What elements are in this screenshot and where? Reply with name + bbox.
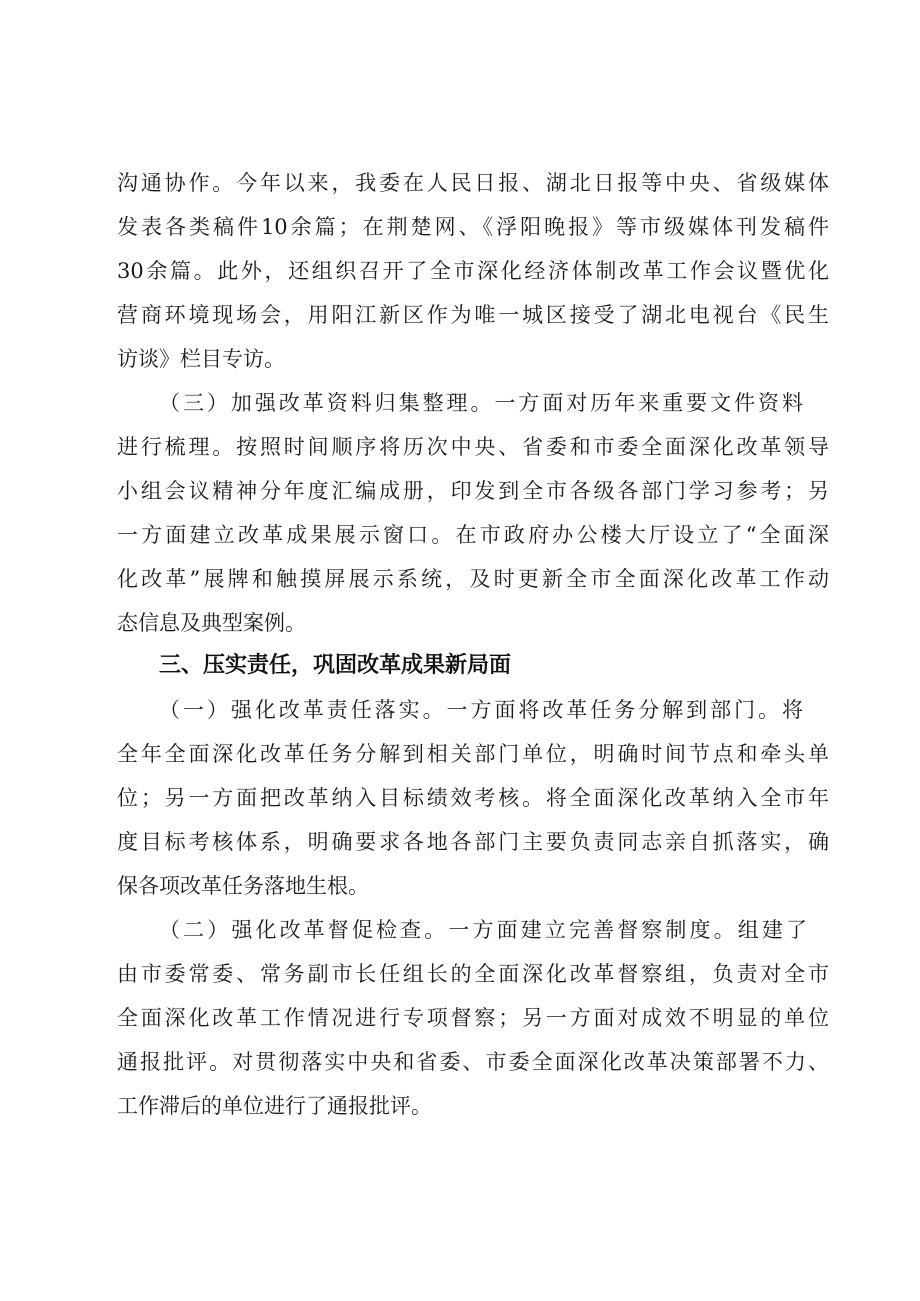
paragraph-line: 全年全面深化改革任务分解到相关部门单位，明确时间节点和牵头单 xyxy=(117,742,829,766)
paragraph-line: 30余篇。此外，还组织召开了全市深化经济体制改革工作会议暨优化 xyxy=(117,259,829,283)
paragraph-line: 化改革”展牌和触摸屏展示系统，及时更新全市全面深化改革工作动 xyxy=(117,567,829,591)
paragraph-line: 态信息及典型案例。 xyxy=(117,611,306,635)
paragraph-line: 发表各类稿件10余篇；在荆楚网、《浮阳晚报》等市级媒体刊发稿件 xyxy=(117,215,829,239)
paragraph-line: 营商环境现场会，用阳江新区作为唯一城区接受了湖北电视台《民生 xyxy=(117,303,829,327)
paragraph-line: （一）强化改革责任落实。一方面将改革任务分解到部门。将 xyxy=(159,698,803,722)
paragraph-line: 保各项改革任务落地生根。 xyxy=(117,874,369,898)
paragraph-line: 度目标考核体系，明确要求各地各部门主要负责同志亲自抓落实，确 xyxy=(117,830,829,854)
paragraph-line: 全面深化改革工作情况进行专项督察；另一方面对成效不明显的单位 xyxy=(117,1006,829,1030)
paragraph-line: 一方面建立改革成果展示窗口。在市政府办公楼大厅设立了“全面深 xyxy=(117,523,829,547)
paragraph-line: 进行梳理。按照时间顺序将历次中央、省委和市委全面深化改革领导 xyxy=(117,435,829,459)
paragraph-line: （三）加强改革资料归集整理。一方面对历年来重要文件资料 xyxy=(159,391,803,415)
paragraph-line: （二）强化改革督促检查。一方面建立完善督察制度。组建了 xyxy=(159,918,807,942)
paragraph-line: 位；另一方面把改革纳入目标绩效考核。将全面深化改革纳入全市年 xyxy=(117,786,829,810)
paragraph-line: 小组会议精神分年度汇编成册，印发到全市各级各部门学习参考；另 xyxy=(117,479,829,503)
paragraph-line: 沟通协作。今年以来，我委在人民日报、湖北日报等中央、省级媒体 xyxy=(117,171,829,195)
paragraph-line: 访谈》栏目专访。 xyxy=(117,347,285,371)
paragraph-line: 工作滞后的单位进行了通报批评。 xyxy=(117,1094,432,1118)
paragraph-line: 由市委常委、常务副市长任组长的全面深化改革督察组，负责对全市 xyxy=(117,962,829,986)
paragraph-line: 通报批评。对贯彻落实中央和省委、市委全面深化改革决策部署不力、 xyxy=(117,1050,829,1074)
section-heading: 三、压实责任，巩固改革成果新局面 xyxy=(159,653,512,678)
